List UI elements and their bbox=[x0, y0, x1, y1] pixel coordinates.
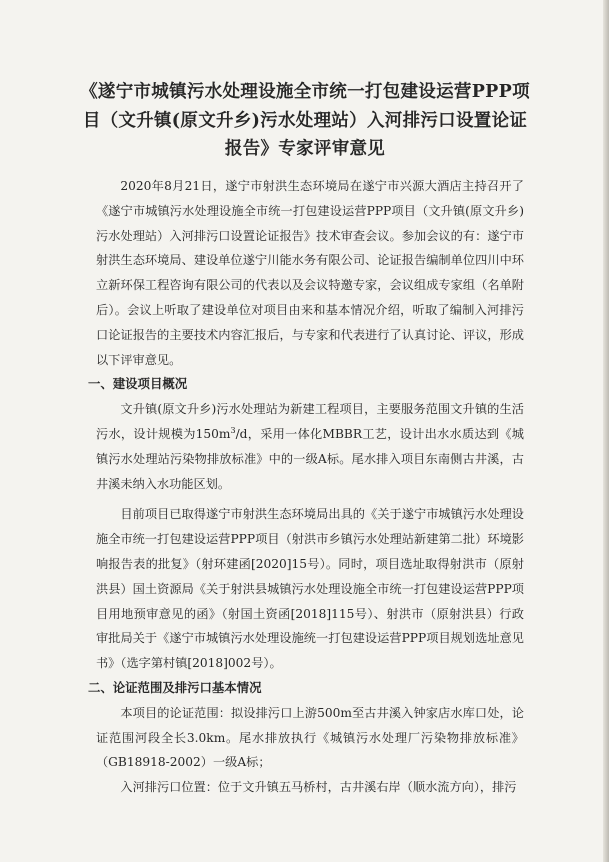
project-overview-text-a: 文升镇(原文升乡)污水处理站为新建工程项目，主要服务范围文升镇的生活污水，设计规模为150m bbox=[96, 402, 524, 441]
outfall-location-paragraph: 入河排污口位置：位于文升镇五马桥村，古井溪右岸（顺水流方向），排污 bbox=[120, 780, 517, 795]
project-overview-text-b: /d，采用一体化MBBR工艺，设计出水水质达到《城镇污水处理站污染物排放标准》中的一级A标。尾水排入项目东南侧古井溪，古井溪未纳入水功能区划。 bbox=[96, 426, 524, 491]
scope-paragraph: 本项目的论证范围：拟设排污口上游500m至古井溪入钟家店水库口处，论证范围河段全长3.0km。尾水排放执行《城镇污水处理厂污染物排放标准》（GB18918-2002）一级A标； bbox=[96, 705, 524, 770]
intro-paragraph: 2020年8月21日，遂宁市射洪生态环境局在遂宁市兴源大酒店主持召开了《遂宁市城镇污水处理设施全市统一打包建设运营PPP项目（文升镇(原文升乡)污水处理站）入河排污口设置论证报告》技术审查会议。参加会议的有：遂宁市射洪生态环境局、建设单位遂宁川能水务有限公司、论证报告编制单位四川中环立新环保工程咨询有限公司的代表以及会议特邀专家，会议组成专家组（名单附后）。会议上听取了建设单位对项目由来和基本情况介绍，听取了编制入河排污口论证报告的主要技术内容汇报后，与专家和代表进行了认真讨论、评议，形成以下评审意见。 bbox=[96, 179, 524, 367]
section-heading-project-overview: 一、建设项目概况 bbox=[88, 376, 188, 392]
project-overview-paragraph bbox=[96, 397, 524, 496]
approvals-paragraph: 目前项目已取得遂宁市射洪生态环境局出具的《关于遂宁市城镇污水处理设施全市统一打包建设运营PPP项目（射洪市乡镇污水处理站新建第二批）环境影响报告表的批复》（射环建函[2020]15号）。同时，项目选址取得射洪市（原射洪县）国土资源局《关于射洪县城镇污水处理设施全市统一打包建设运营PPP项目用地预审意见的函》（射国土资函[2018]115号）、射洪市（原射洪县）行政审批局关于《遂宁市城镇污水处理设施统一打包建设运营PPP项目规划选址意见书》（选字第村镇[2018]002号）。 bbox=[96, 507, 524, 671]
cubic-superscript: 3 bbox=[230, 425, 236, 435]
document-body bbox=[88, 174, 524, 800]
scan-page-edge bbox=[603, 0, 609, 862]
document-title: 《遂宁市城镇污水处理设施全市统一打包建设运营PPP项目（文升镇(原文升乡)污水处理站）入河排污口设置论证报告》专家评审意见 bbox=[80, 82, 530, 159]
section-heading-scope-outfall: 二、论证范围及排污口基本情况 bbox=[88, 679, 262, 695]
